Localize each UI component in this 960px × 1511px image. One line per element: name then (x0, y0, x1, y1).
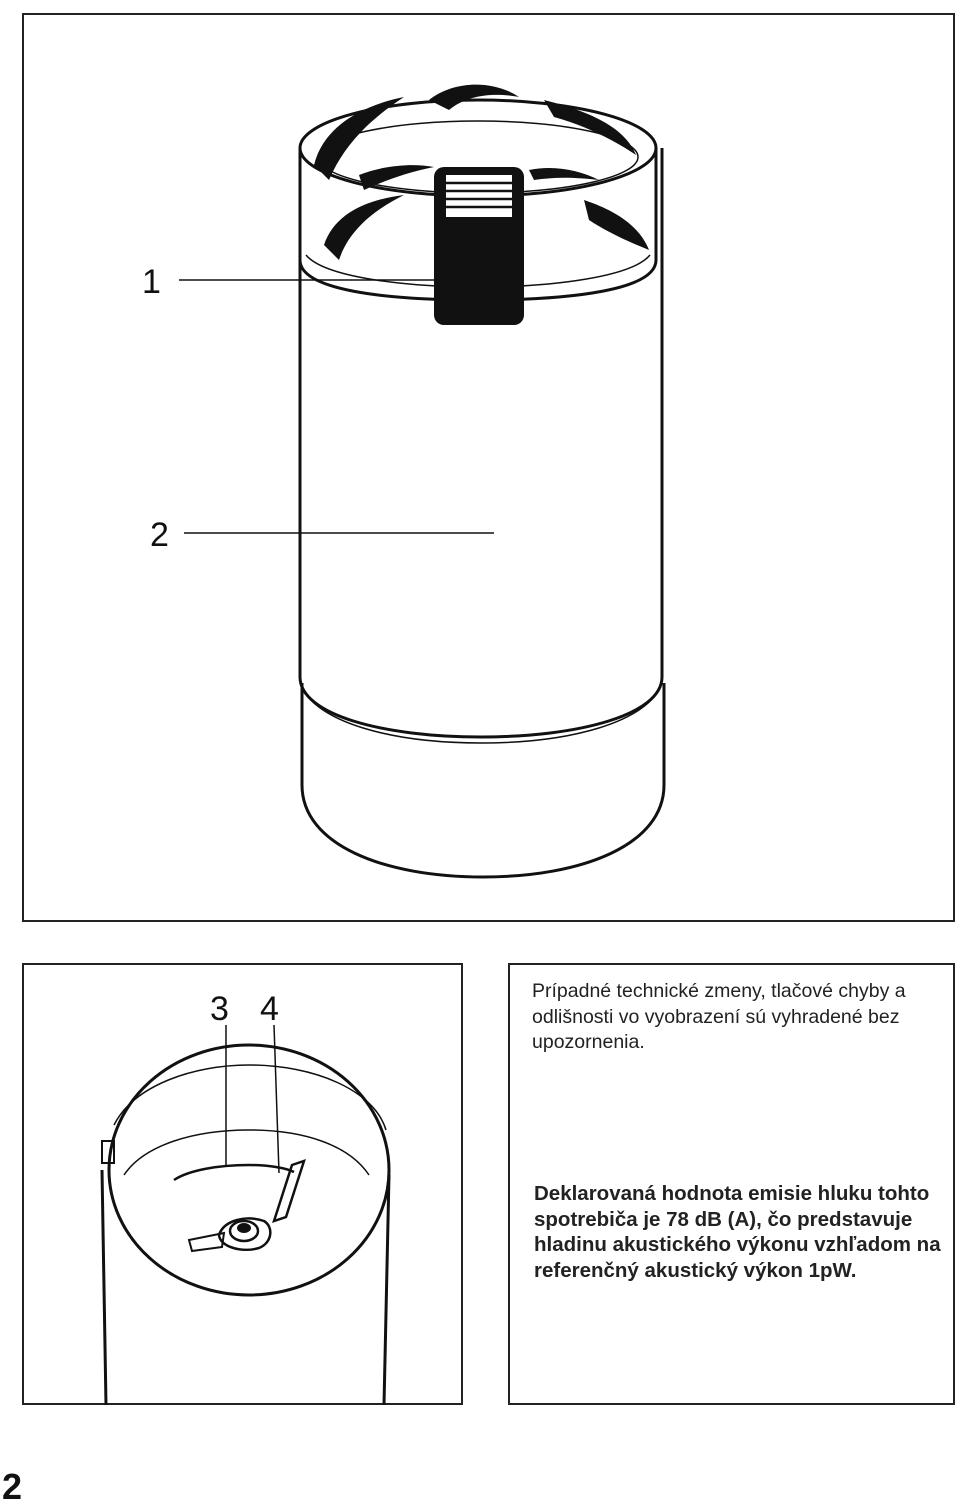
callout-1: 1 (142, 263, 161, 301)
callout-3: 3 (210, 990, 229, 1028)
page-number: 2 (2, 1466, 23, 1507)
bowl-drawing (24, 965, 465, 1407)
switch-button-icon (434, 167, 524, 325)
noise-declaration: Deklarovaná hodnota emisie hluku tohto spotrebiča je 78 dB (A), čo predstavuje hladinu akustického výkonu vzhľadom na referenčný akustický výkon 1pW. (534, 1182, 941, 1282)
callout-2: 2 (150, 516, 169, 554)
disclaimer-notice: Prípadné technické zmeny, tlačové chyby a odlišnosti vo vyobrazení sú vyhradené bez upozornenia. (532, 980, 906, 1053)
blade-icon (189, 1161, 304, 1251)
figure-grinder-assembled (22, 13, 955, 922)
callout-4: 4 (260, 990, 279, 1028)
text-box (508, 963, 955, 1405)
figure-grinding-bowl (22, 963, 463, 1405)
grinder-drawing (24, 15, 957, 924)
